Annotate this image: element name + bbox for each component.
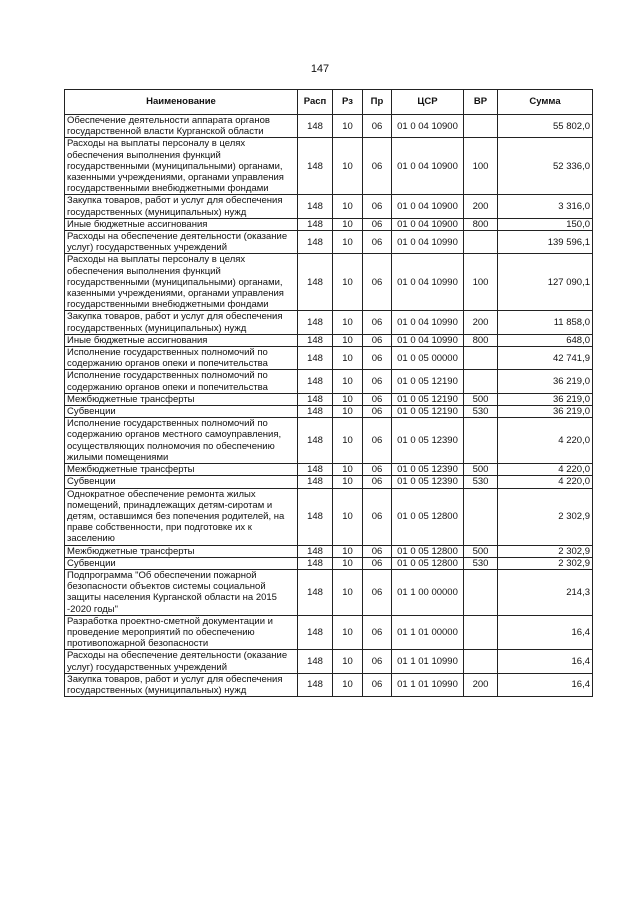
row-vr — [464, 488, 498, 545]
row-rz: 10 — [333, 615, 363, 650]
table-row — [65, 347, 593, 370]
row-csr: 01 0 04 10990 — [392, 231, 464, 254]
row-vr: 100 — [464, 254, 498, 311]
row-rasp: 148 — [298, 218, 333, 230]
row-pr: 06 — [363, 569, 392, 615]
row-rasp: 148 — [298, 370, 333, 393]
row-rasp: 148 — [298, 254, 333, 311]
row-pr: 06 — [363, 311, 392, 334]
row-name: Подпрограмма "Об обеспечении пожарной безопасности объектов системы социальной защиты населения Курганской области на 2015 -2020 годы" — [65, 569, 298, 615]
row-rasp: 148 — [298, 393, 333, 405]
row-name: Однократное обеспечение ремонта жилых помещений, принадлежащих детям-сиротам и детям, оставшимся без попечения родителей, на праве собственности, при подготовке их к заселению — [65, 488, 298, 545]
row-rz: 10 — [333, 557, 363, 569]
row-name: Иные бюджетные ассигнования — [65, 218, 298, 230]
row-sum: 4 220,0 — [498, 476, 593, 488]
row-vr: 500 — [464, 545, 498, 557]
row-rz: 10 — [333, 673, 363, 696]
row-name: Исполнение государственных полномочий по содержанию органов опеки и попечительства — [65, 370, 298, 393]
row-csr: 01 0 04 10990 — [392, 254, 464, 311]
row-csr: 01 0 04 10900 — [392, 138, 464, 195]
row-pr: 06 — [363, 231, 392, 254]
row-rz: 10 — [333, 476, 363, 488]
row-vr: 500 — [464, 393, 498, 405]
row-sum: 55 802,0 — [498, 115, 593, 138]
row-rz: 10 — [333, 334, 363, 346]
row-rz: 10 — [333, 254, 363, 311]
row-name: Закупка товаров, работ и услуг для обеспечения государственных (муниципальных) нужд — [65, 195, 298, 218]
row-csr: 01 0 05 12190 — [392, 406, 464, 418]
row-sum: 2 302,9 — [498, 545, 593, 557]
row-vr: 530 — [464, 476, 498, 488]
table-row — [65, 545, 593, 557]
row-name: Расходы на обеспечение деятельности (оказание услуг) государственных учреждений — [65, 650, 298, 673]
row-rasp: 148 — [298, 115, 333, 138]
row-csr: 01 1 01 10990 — [392, 673, 464, 696]
table-row — [65, 393, 593, 405]
row-vr — [464, 370, 498, 393]
row-rz: 10 — [333, 406, 363, 418]
row-pr: 06 — [363, 650, 392, 673]
row-name: Субвенции — [65, 406, 298, 418]
row-vr — [464, 347, 498, 370]
header-rasp: Расп — [298, 90, 333, 115]
row-rasp: 148 — [298, 650, 333, 673]
budget-table — [64, 89, 593, 697]
row-rz: 10 — [333, 393, 363, 405]
table-row — [65, 418, 593, 464]
row-csr: 01 0 05 12390 — [392, 418, 464, 464]
row-rz: 10 — [333, 231, 363, 254]
table-row — [65, 650, 593, 673]
table-row — [65, 231, 593, 254]
row-sum: 52 336,0 — [498, 138, 593, 195]
row-csr: 01 0 04 10900 — [392, 195, 464, 218]
table-row — [65, 557, 593, 569]
row-pr: 06 — [363, 393, 392, 405]
row-name: Обеспечение деятельности аппарата органов государственной власти Курганской области — [65, 115, 298, 138]
table-row — [65, 370, 593, 393]
row-rz: 10 — [333, 418, 363, 464]
row-csr: 01 0 04 10900 — [392, 218, 464, 230]
row-csr: 01 1 01 10990 — [392, 650, 464, 673]
row-name: Межбюджетные трансферты — [65, 393, 298, 405]
row-rasp: 148 — [298, 195, 333, 218]
row-name: Межбюджетные трансферты — [65, 545, 298, 557]
row-rz: 10 — [333, 115, 363, 138]
page-number: 147 — [310, 63, 330, 75]
table-row — [65, 488, 593, 545]
row-sum: 11 858,0 — [498, 311, 593, 334]
row-rasp: 148 — [298, 476, 333, 488]
row-vr: 200 — [464, 311, 498, 334]
row-rasp: 148 — [298, 311, 333, 334]
row-vr: 530 — [464, 406, 498, 418]
row-rz: 10 — [333, 464, 363, 476]
table-row — [65, 464, 593, 476]
row-name: Закупка товаров, работ и услуг для обеспечения государственных (муниципальных) нужд — [65, 673, 298, 696]
row-pr: 06 — [363, 418, 392, 464]
row-vr: 800 — [464, 334, 498, 346]
row-rasp: 148 — [298, 464, 333, 476]
table-row — [65, 218, 593, 230]
row-pr: 06 — [363, 557, 392, 569]
row-vr: 530 — [464, 557, 498, 569]
row-rasp: 148 — [298, 418, 333, 464]
row-rasp: 148 — [298, 545, 333, 557]
row-sum: 16,4 — [498, 673, 593, 696]
row-name: Иные бюджетные ассигнования — [65, 334, 298, 346]
row-rz: 10 — [333, 138, 363, 195]
row-rz: 10 — [333, 545, 363, 557]
table-row — [65, 334, 593, 346]
row-rasp: 148 — [298, 334, 333, 346]
header-name: Наименование — [65, 90, 298, 115]
row-vr: 200 — [464, 195, 498, 218]
row-sum: 36 219,0 — [498, 393, 593, 405]
row-pr: 06 — [363, 673, 392, 696]
row-sum: 16,4 — [498, 650, 593, 673]
row-csr: 01 1 00 00000 — [392, 569, 464, 615]
row-sum: 42 741,9 — [498, 347, 593, 370]
row-pr: 06 — [363, 347, 392, 370]
row-sum: 648,0 — [498, 334, 593, 346]
row-name: Исполнение государственных полномочий по содержанию органов местного самоуправления, осуществляющих полномочия по обеспечению жилыми помещениями — [65, 418, 298, 464]
row-rz: 10 — [333, 650, 363, 673]
row-sum: 2 302,9 — [498, 488, 593, 545]
row-csr: 01 0 05 00000 — [392, 347, 464, 370]
row-rz: 10 — [333, 370, 363, 393]
row-pr: 06 — [363, 218, 392, 230]
row-vr — [464, 418, 498, 464]
row-csr: 01 0 04 10990 — [392, 334, 464, 346]
row-vr: 200 — [464, 673, 498, 696]
row-rasp: 148 — [298, 138, 333, 195]
row-name: Расходы на обеспечение деятельности (оказание услуг) государственных учреждений — [65, 231, 298, 254]
row-vr — [464, 569, 498, 615]
header-vr: ВР — [464, 90, 498, 115]
row-csr: 01 0 05 12390 — [392, 476, 464, 488]
table-row — [65, 569, 593, 615]
row-name: Разработка проектно-сметной документации и проведение мероприятий по обеспечению противопожарной безопасности — [65, 615, 298, 650]
row-name: Субвенции — [65, 557, 298, 569]
row-sum: 139 596,1 — [498, 231, 593, 254]
row-rz: 10 — [333, 488, 363, 545]
row-vr — [464, 615, 498, 650]
row-sum: 36 219,0 — [498, 370, 593, 393]
row-name: Расходы на выплаты персоналу в целях обеспечения выполнения функций государственными (муниципальными) органами, казенными учреждениями, органами управления государственными внебюджетными фондами — [65, 138, 298, 195]
row-sum: 3 316,0 — [498, 195, 593, 218]
row-rz: 10 — [333, 311, 363, 334]
row-sum: 150,0 — [498, 218, 593, 230]
row-rasp: 148 — [298, 673, 333, 696]
table-row — [65, 138, 593, 195]
row-csr: 01 1 01 00000 — [392, 615, 464, 650]
row-csr: 01 0 05 12800 — [392, 545, 464, 557]
row-vr: 500 — [464, 464, 498, 476]
table-row — [65, 615, 593, 650]
row-rasp: 148 — [298, 231, 333, 254]
row-csr: 01 0 04 10990 — [392, 311, 464, 334]
row-rasp: 148 — [298, 569, 333, 615]
header-pr: Пр — [363, 90, 392, 115]
row-pr: 06 — [363, 138, 392, 195]
row-rz: 10 — [333, 569, 363, 615]
row-name: Межбюджетные трансферты — [65, 464, 298, 476]
row-name: Расходы на выплаты персоналу в целях обеспечения выполнения функций государственными (муниципальными) органами, казенными учреждениями, органами управления государственными внебюджетными фондами — [65, 254, 298, 311]
row-csr: 01 0 05 12800 — [392, 557, 464, 569]
row-sum: 4 220,0 — [498, 464, 593, 476]
row-pr: 06 — [363, 334, 392, 346]
header-sum: Сумма — [498, 90, 593, 115]
row-rz: 10 — [333, 195, 363, 218]
row-csr: 01 0 05 12390 — [392, 464, 464, 476]
row-sum: 36 219,0 — [498, 406, 593, 418]
row-csr: 01 0 05 12190 — [392, 370, 464, 393]
row-pr: 06 — [363, 406, 392, 418]
row-sum: 214,3 — [498, 569, 593, 615]
row-pr: 06 — [363, 615, 392, 650]
row-pr: 06 — [363, 254, 392, 311]
table-row — [65, 673, 593, 696]
row-pr: 06 — [363, 370, 392, 393]
row-pr: 06 — [363, 115, 392, 138]
row-sum: 2 302,9 — [498, 557, 593, 569]
row-vr — [464, 650, 498, 673]
row-vr: 100 — [464, 138, 498, 195]
row-rasp: 148 — [298, 488, 333, 545]
table-row — [65, 476, 593, 488]
table-row — [65, 115, 593, 138]
table-header-row — [65, 90, 593, 115]
row-pr: 06 — [363, 476, 392, 488]
row-sum: 4 220,0 — [498, 418, 593, 464]
row-vr — [464, 115, 498, 138]
row-pr: 06 — [363, 464, 392, 476]
row-rasp: 148 — [298, 347, 333, 370]
row-sum: 16,4 — [498, 615, 593, 650]
row-csr: 01 0 05 12190 — [392, 393, 464, 405]
row-name: Исполнение государственных полномочий по содержанию органов опеки и попечительства — [65, 347, 298, 370]
row-csr: 01 0 04 10900 — [392, 115, 464, 138]
table-row — [65, 195, 593, 218]
row-pr: 06 — [363, 195, 392, 218]
row-sum: 127 090,1 — [498, 254, 593, 311]
row-rasp: 148 — [298, 615, 333, 650]
row-rz: 10 — [333, 218, 363, 230]
row-csr: 01 0 05 12800 — [392, 488, 464, 545]
header-csr: ЦСР — [392, 90, 464, 115]
row-vr — [464, 231, 498, 254]
row-vr: 800 — [464, 218, 498, 230]
row-pr: 06 — [363, 488, 392, 545]
row-name: Субвенции — [65, 476, 298, 488]
row-pr: 06 — [363, 545, 392, 557]
row-rasp: 148 — [298, 406, 333, 418]
table-row — [65, 311, 593, 334]
header-rz: Рз — [333, 90, 363, 115]
table-row — [65, 254, 593, 311]
table-row — [65, 406, 593, 418]
row-rasp: 148 — [298, 557, 333, 569]
row-name: Закупка товаров, работ и услуг для обеспечения государственных (муниципальных) нужд — [65, 311, 298, 334]
row-rz: 10 — [333, 347, 363, 370]
